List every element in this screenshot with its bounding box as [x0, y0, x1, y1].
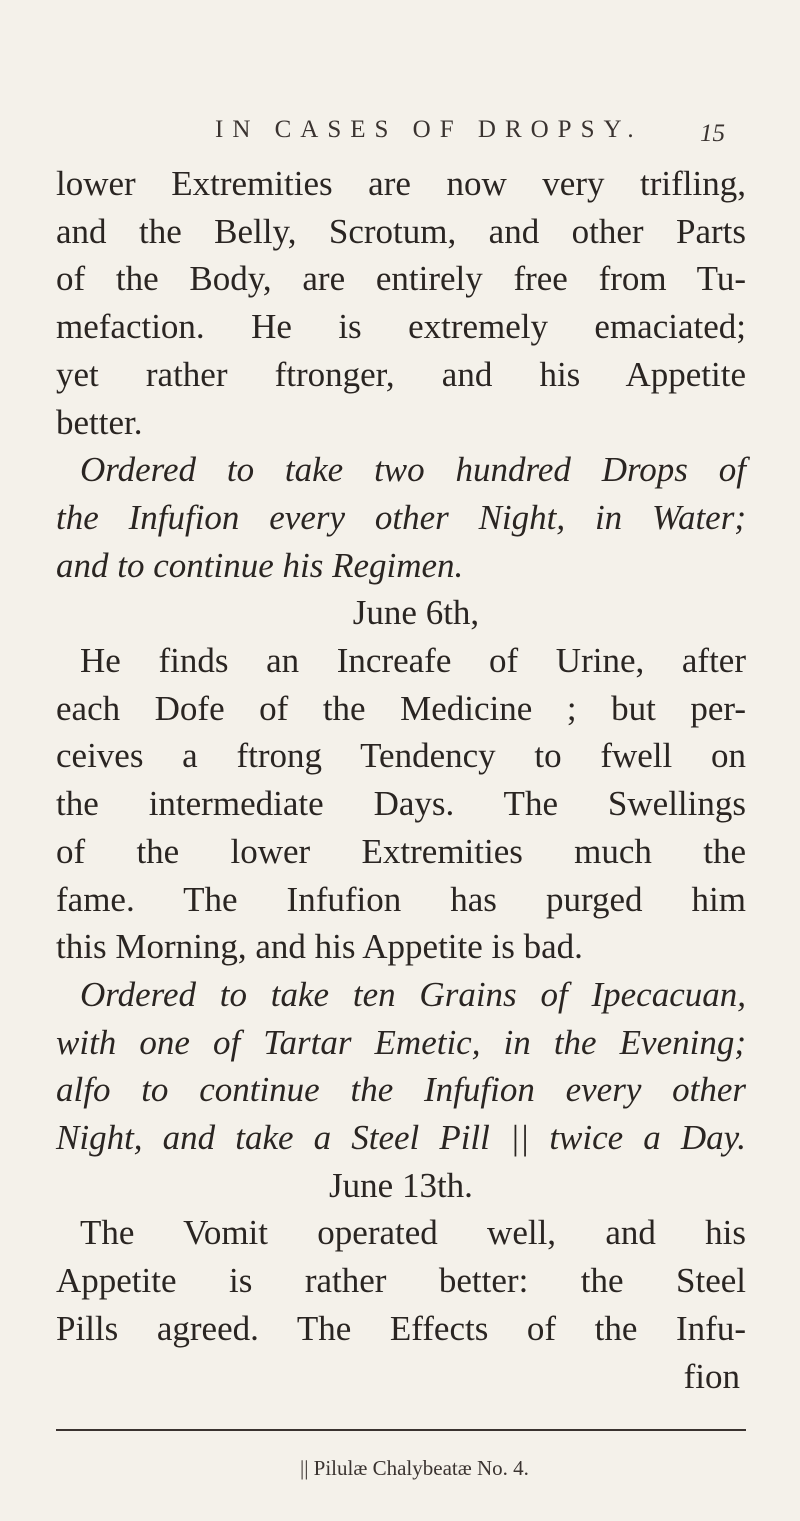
prescription-2: [56, 971, 746, 1162]
text-line: Night, and take a Steel Pill || twice a Day.: [56, 1118, 746, 1158]
text-line: the intermediate Days. The Swellings: [56, 784, 746, 824]
text-line: of the Body, are entirely free from Tu-: [56, 259, 746, 299]
text-line: and to continue his Regimen.: [56, 545, 464, 585]
prescription-1: [56, 446, 746, 589]
text-line: Pills agreed. The Effects of the Infu-: [56, 1308, 746, 1348]
paragraph-1: [56, 160, 746, 446]
running-title: IN CASES OF DROPSY.: [215, 116, 643, 143]
paragraph-2: [56, 637, 746, 971]
text-line: of the lower Extremities much the: [56, 831, 746, 871]
text-line: alfo to continue the Infufion every other: [56, 1070, 746, 1110]
date-heading: June 13th.: [329, 1165, 473, 1205]
text-line: this Morning, and his Appetite is bad.: [56, 927, 583, 967]
text-line: better.: [56, 402, 143, 442]
text-line: Appetite is rather better: the Steel: [56, 1261, 746, 1301]
main-text: [56, 160, 746, 1400]
page-number: 15: [700, 120, 725, 147]
text-line: with one of Tartar Emetic, in the Evening;: [56, 1022, 746, 1062]
text-line: lower Extremities are now very trifling,: [56, 164, 746, 203]
text-line: ceives a ftrong Tendency to fwell on: [56, 736, 746, 776]
text-line: each Dofe of the Medicine ; but per-: [56, 688, 746, 728]
text-line: He finds an Increafe of Urine, after: [80, 641, 746, 681]
text-line: the Infufion every other Night, in Water;: [56, 497, 746, 537]
text-line: mefaction. He is extremely emaciated;: [56, 307, 746, 347]
text-line: Ordered to take ten Grains of Ipecacuan,: [80, 974, 746, 1014]
date-heading: June 6th,: [352, 593, 480, 633]
text-line: yet rather ftronger, and his Appetite: [56, 354, 746, 394]
text-line: fame. The Infufion has purged him: [56, 879, 746, 919]
text-line: The Vomit operated well, and his: [80, 1213, 746, 1253]
text-line: Ordered to take two hundred Drops of: [80, 450, 746, 490]
catchword: fion: [683, 1356, 740, 1396]
running-head: [0, 108, 800, 158]
footnote: || Pilulæ Chalybeatæ No. 4.: [300, 1456, 529, 1480]
footnote-rule: [56, 1429, 746, 1431]
paragraph-3: [56, 1209, 746, 1352]
text-line: and the Belly, Scrotum, and other Parts: [56, 211, 746, 251]
